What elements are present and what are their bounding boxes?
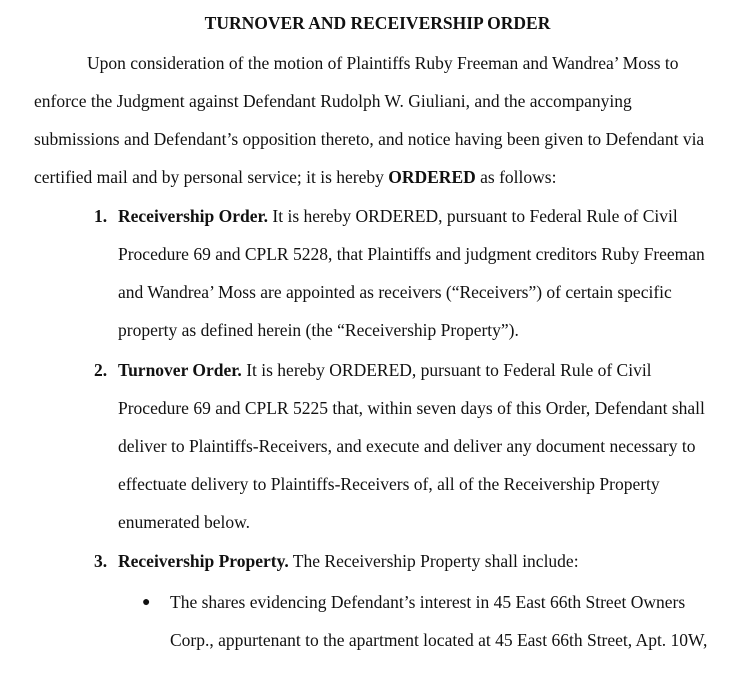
item-3-first-rest: The Receivership Property shall include: <box>288 551 579 571</box>
document-title: TURNOVER AND RECEIVERSHIP ORDER <box>204 13 551 33</box>
item-2-first-line <box>118 359 652 381</box>
item-1-heading: Receivership Order. <box>118 206 269 226</box>
bullet-line-2: Corp., appurtenant to the apartment located at 45 East 66th Street, Apt. 10W, <box>170 630 708 650</box>
intro-line-4-post: as follows: <box>475 167 557 187</box>
item-2-line-5: enumerated below. <box>118 512 251 532</box>
item-1-line-4: property as defined herein (the “Receivership Property”). <box>118 320 519 340</box>
item-1-first-rest: It is hereby ORDERED, pursuant to Federal Rule of Civil <box>268 206 678 226</box>
item-3-heading: Receivership Property. <box>118 551 289 571</box>
item-3-number: 3. <box>94 551 108 571</box>
bullet-icon: ● <box>142 595 151 610</box>
item-1-line-3: and Wandrea’ Moss are appointed as receivers (“Receivers”) of certain specific <box>118 282 672 302</box>
intro-line-4 <box>34 166 556 188</box>
item-1-first-line <box>118 205 678 227</box>
item-2-line-4: effectuate delivery to Plaintiffs-Receivers of, all of the Receivership Property <box>118 474 660 494</box>
item-1-line-2: Procedure 69 and CPLR 5228, that Plaintiffs and judgment creditors Ruby Freeman <box>118 244 705 264</box>
item-3-first-line <box>118 550 579 572</box>
item-1-number: 1. <box>94 206 108 226</box>
intro-line-1: Upon consideration of the motion of Plaintiffs Ruby Freeman and Wandrea’ Moss to <box>87 53 679 73</box>
item-2-first-rest: It is hereby ORDERED, pursuant to Federal Rule of Civil <box>241 360 652 380</box>
item-2-line-3: deliver to Plaintiffs-Receivers, and execute and deliver any document necessary to <box>118 436 696 456</box>
intro-line-3: submissions and Defendant’s opposition thereto, and notice having been given to Defendant via <box>34 129 705 149</box>
intro-line-4-pre: certified mail and by personal service; it is hereby <box>34 167 389 187</box>
item-2-number: 2. <box>94 360 108 380</box>
ordered-emphasis: ORDERED <box>388 167 476 187</box>
intro-line-2: enforce the Judgment against Defendant Rudolph W. Giuliani, and the accompanying <box>34 91 632 111</box>
item-2-line-2: Procedure 69 and CPLR 5225 that, within seven days of this Order, Defendant shall <box>118 398 705 418</box>
item-2-heading: Turnover Order. <box>118 360 242 380</box>
bullet-line-1: The shares evidencing Defendant’s interest in 45 East 66th Street Owners <box>170 592 686 612</box>
